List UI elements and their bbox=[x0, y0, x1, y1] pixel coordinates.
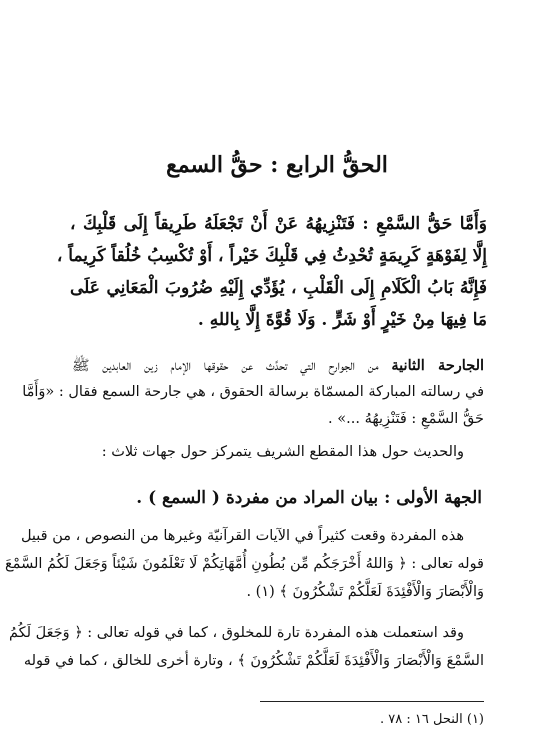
quote-line-4: مَا فِيهَا مِنْ خَيْرٍ أَوْ شَرٍّ . وَلَا قُوَّةَ إِلَّا بِاللهِ . bbox=[197, 310, 487, 330]
footnote-divider bbox=[260, 701, 484, 702]
paragraph-1-line-2: في رسالته المباركة المسمّاة برسالة الحقوق ، هي جارحة السمع فقال : «وَأَمَّا bbox=[22, 384, 484, 400]
paragraph-3-line-3: وَالْأَبْصَارَ وَالْأَفْئِدَةَ لَعَلَّكُمْ تَشْكُرُونَ ﴾ (١) . bbox=[246, 584, 484, 600]
footnote: (١) النحل ١٦ : ٧٨ . bbox=[380, 712, 484, 727]
paragraph-3-line-1: هذه المفردة وقعت كثيراً في الآيات القرآنيّة وغيرها من النصوص ، من قبيل bbox=[20, 528, 464, 544]
paragraph-1-line-3: حَقُّ السَّمْعِ : فَتَنْزِيهُهُ ...» . bbox=[328, 411, 484, 427]
paragraph-4-line-1: وقد استعملت هذه المفردة تارة للمخلوق ، كما في قوله تعالى : ﴿ وَجَعَلَ لَكُمُ bbox=[8, 625, 464, 641]
paragraph-1-line-1 bbox=[72, 357, 484, 378]
paragraph-2: والحديث حول هذا المقطع الشريف يتمركز حول جهات ثلاث : bbox=[101, 444, 464, 460]
paragraph-4-line-2: السَّمْعَ وَالْأَبْصَارَ وَالْأَفْئِدَةَ لَعَلَّكُمْ تَشْكُرُونَ ﴾ ، وتارة أخرى للخالق ، كما في قوله bbox=[23, 653, 484, 669]
section-heading: الجهة الأولى : بيان المراد من مفردة ( السمع ) . bbox=[136, 488, 482, 508]
quote-line-2: إِلَّا لِفَوْهَةٍ كَرِيمَةٍ تُحْدِثُ فِي قَلْبِكَ خَيْراً ، أَوْ تُكْسِبُ خُلُقاً كَرِيماً ، bbox=[56, 246, 487, 266]
paragraph-1-lead: الجارحة الثانية bbox=[391, 357, 485, 374]
quote-line-3: فَإِنَّهُ بَابُ الْكَلَامِ إِلَى الْقَلْبِ ، يُؤَدِّي إِلَيْهِ ضُرُوبَ الْمَعَانِي عَلَى bbox=[70, 278, 487, 298]
paragraph-1-line-1-text: من الجوارح التي تحدَّث عن حقوقها الإمام زين العابدين ﷺ bbox=[72, 358, 392, 374]
paragraph-3-line-2: قوله تعالى : ﴿ وَاللهُ أَخْرَجَكُم مِّن بُطُونِ أُمَّهَاتِكُمْ لَا تَعْلَمُونَ شَيْئاً وَجَعَلَ لَكُمُ السَّمْعَ bbox=[4, 556, 484, 572]
quote-line-1: وَأَمَّا حَقُّ السَّمْعِ : فَتَنْزِيهُهُ عَنْ أَنْ تَجْعَلَهُ طَرِيقاً إِلَى قَلْبِكَ ، bbox=[70, 214, 487, 234]
page-title: الحقُّ الرابع : حقُّ السمع bbox=[166, 152, 388, 178]
